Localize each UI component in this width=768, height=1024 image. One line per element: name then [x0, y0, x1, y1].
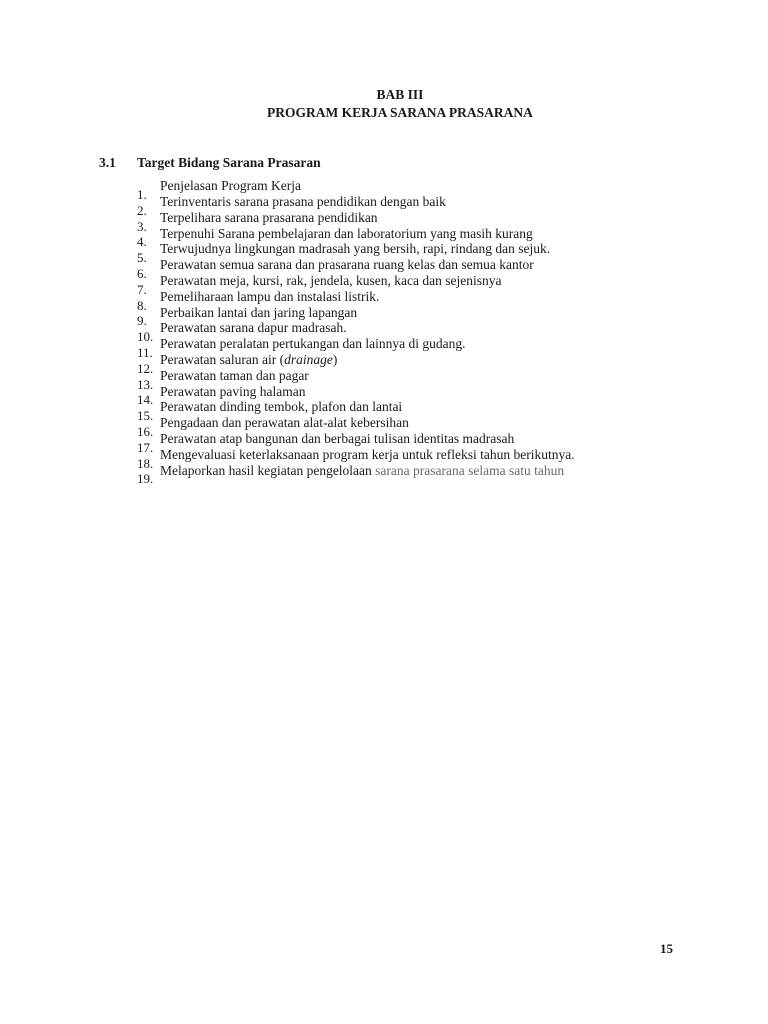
list-number: 18.: [137, 455, 154, 471]
list-item: Pemeliharaan lampu dan instalasi listrik.: [160, 288, 380, 304]
list-number: 16.: [137, 423, 154, 439]
list-number: 12.: [137, 360, 154, 376]
list-number: 14.: [137, 392, 154, 408]
list-number: 19.: [137, 471, 154, 487]
list-number: 3.: [137, 218, 147, 234]
closing-paren: ): [332, 351, 338, 367]
list-item: Perawatan dinding tembok, plafon dan lantai: [160, 399, 403, 415]
page-number: 15: [660, 941, 673, 956]
list-item: Perbaikan lantai dan jaring lapangan: [160, 304, 358, 320]
list-number: 17.: [137, 439, 154, 455]
list-number: 6.: [137, 265, 147, 281]
list-item: Perawatan taman dan pagar: [160, 367, 309, 383]
list-number: 7.: [137, 281, 147, 297]
chapter-title: BAB III: [376, 87, 424, 102]
list-item: [160, 463, 575, 479]
list-numbers: [137, 187, 153, 487]
list-number: 10.: [137, 329, 154, 345]
list-number: 4.: [137, 234, 147, 250]
list-number: 9.: [137, 313, 147, 329]
list-number: 11.: [137, 344, 153, 360]
list-item: Perawatan peralatan pertukangan dan lainnya di gudang.: [160, 336, 466, 352]
list-item: Mengevaluasi keterlaksanaan program kerja untuk refleksi tahun berikutnya.: [160, 446, 575, 462]
list-item: [160, 352, 575, 368]
list-number: 8.: [137, 297, 147, 313]
list-item: Terinventaris sarana prasana pendidikan dengan baik: [160, 194, 446, 209]
list-item: Perawatan sarana dapur madrasah.: [160, 320, 347, 336]
section-number: 3.1: [99, 155, 116, 170]
section-title: Target Bidang Sarana Prasaran: [137, 155, 321, 170]
chapter-subtitle: PROGRAM KERJA SARANA PRASARANA: [267, 105, 533, 120]
list-number: 15.: [137, 408, 154, 424]
list-item: Terpelihara sarana prasarana pendidikan: [160, 209, 378, 225]
list-header: Penjelasan Program Kerja: [160, 178, 301, 193]
list-item: Terpenuhi Sarana pembelajaran dan laboratorium yang masih kurang: [160, 225, 533, 241]
list-item: Terwujudnya lingkungan madrasah yang bersih, rapi, rindang dan sejuk.: [160, 241, 551, 257]
list-item: Pengadaan dan perawatan alat-alat kebersihan: [160, 415, 409, 431]
list-item: Perawatan paving halaman: [160, 383, 306, 399]
italic-term: drainage: [284, 351, 333, 367]
list-item: Perawatan meja, kursi, rak, jendela, kusen, kaca dan sejenisnya: [160, 272, 502, 288]
list-item: Perawatan atap bangunan dan berbagai tulisan identitas madrasah: [160, 430, 515, 446]
list-item: Perawatan semua sarana dan prasarana ruang kelas dan semua kantor: [160, 257, 534, 273]
list-number: 1.: [137, 187, 147, 202]
list-item-text: Melaporkan hasil kegiatan pengelolaan: [160, 462, 376, 478]
list-number: 2.: [137, 202, 147, 218]
list-item-text: Perawatan saluran air (: [160, 351, 285, 367]
list-number: 13.: [137, 376, 154, 392]
list-number: 5.: [137, 250, 147, 266]
program-list: [160, 194, 575, 478]
gray-text: sarana prasarana selama satu tahun: [375, 462, 565, 478]
